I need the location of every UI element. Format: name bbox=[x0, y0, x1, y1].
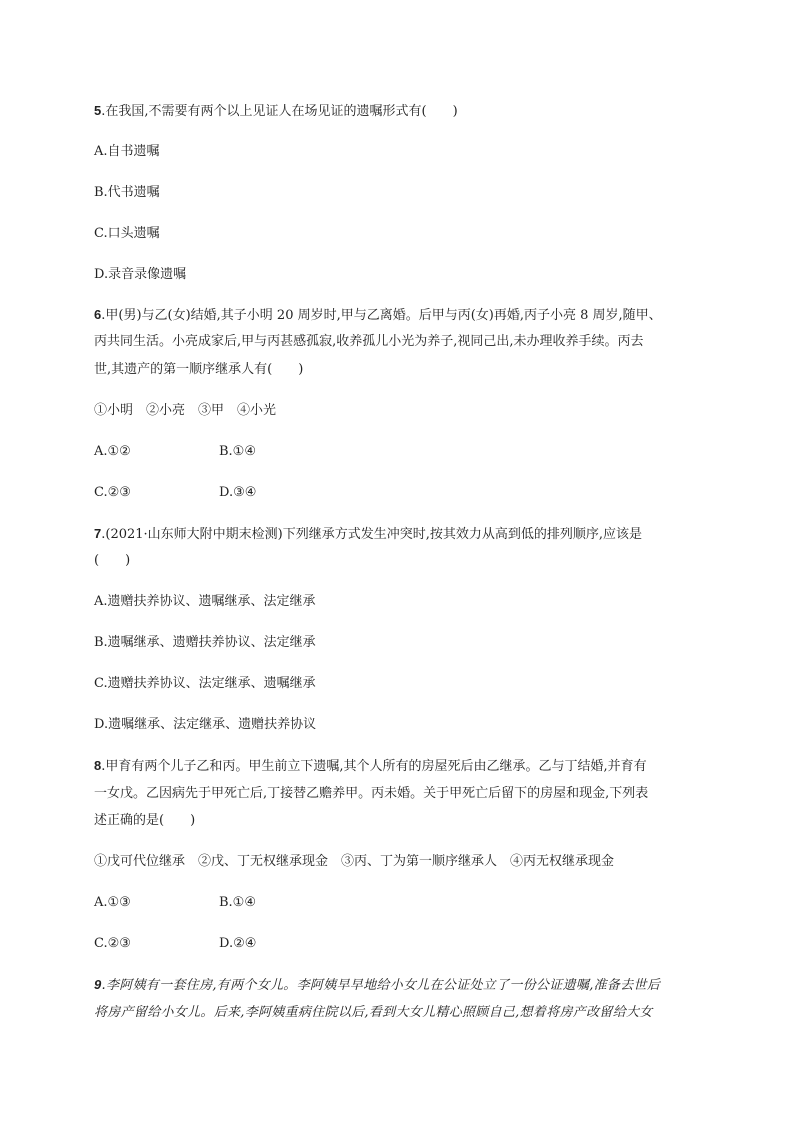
question-text: 甲育有两个儿子乙和丙。甲生前立下遗嘱,其个人所有的房屋死后由乙继承。乙与丁结婚,并育有 bbox=[105, 759, 647, 774]
question-5-option-d: D.录音录像遗嘱 bbox=[94, 267, 187, 282]
question-8-options-row-2 bbox=[94, 935, 394, 953]
question-6-choices: ①小明 ②小亮 ③甲 ④小光 bbox=[94, 403, 277, 418]
question-6-stem-line-3: 世,其遗产的第一顺序继承人有( ) bbox=[94, 362, 304, 377]
question-7-option-a: A.遗赠扶养协议、遗嘱继承、法定继承 bbox=[94, 594, 316, 609]
question-number: 7 bbox=[94, 526, 102, 541]
question-6-option-a: A.①② bbox=[94, 444, 131, 459]
question-8-option-b: B.①④ bbox=[219, 895, 256, 910]
question-number: 8 bbox=[94, 758, 102, 773]
question-9-stem: 9.李阿姨有一套住房,有两个女儿。李阿姨早早地给小女儿在公证处立了一份公证遗嘱,准备去世后 bbox=[94, 977, 661, 993]
question-text: 在我国,不需要有两个以上见证人在场见证的遗嘱形式有( ) bbox=[105, 104, 458, 119]
question-text: (2021·山东师大附中期末检测)下列继承方式发生冲突时,按其效力从高到低的排列顺序,应该是 bbox=[105, 527, 643, 542]
question-7-option-c: C.遗赠扶养协议、法定继承、遗嘱继承 bbox=[94, 676, 316, 691]
question-6-stem: 6.甲(男)与乙(女)结婚,其子小明 20 周岁时,甲与乙离婚。后甲与丙(女)再婚,丙子小亮 8 周岁,随甲、 bbox=[94, 307, 662, 323]
question-text: 甲(男)与乙(女)结婚,其子小明 20 周岁时,甲与乙离婚。后甲与丙(女)再婚,丙子小亮 8 周岁,随甲、 bbox=[105, 308, 662, 323]
question-8-stem-line-2: 一女戊。乙因病先于甲死亡后,丁接替乙赡养甲。丙未婚。关于甲死亡后留下的房屋和现金,下列表 bbox=[94, 786, 649, 801]
question-8-options-row-1 bbox=[94, 894, 394, 912]
question-6-stem-line-2: 丙共同生活。小亮成家后,甲与丙甚感孤寂,收养孤儿小光为养子,视同己出,未办理收养手续。丙去 bbox=[94, 334, 644, 349]
question-6-option-d: D.③④ bbox=[219, 485, 257, 500]
question-number: 9 bbox=[94, 977, 102, 992]
question-8-choices: ①戊可代位继承 ②戊、丁无权继承现金 ③丙、丁为第一顺序继承人 ④丙无权继承现金 bbox=[94, 854, 615, 869]
question-6-option-c: C.②③ bbox=[94, 485, 131, 500]
question-5-stem: 5.在我国,不需要有两个以上见证人在场见证的遗嘱形式有( ) bbox=[94, 103, 458, 119]
question-5-option-a: A.自书遗嘱 bbox=[94, 144, 160, 159]
question-number: 5 bbox=[94, 103, 102, 118]
question-7-option-b: B.遗嘱继承、遗赠扶养协议、法定继承 bbox=[94, 635, 316, 650]
question-7-option-d: D.遗嘱继承、法定继承、遗赠扶养协议 bbox=[94, 717, 317, 732]
question-8-stem: 8.甲育有两个儿子乙和丙。甲生前立下遗嘱,其个人所有的房屋死后由乙继承。乙与丁结婚,并育有 bbox=[94, 758, 647, 774]
question-5-option-c: C.口头遗嘱 bbox=[94, 226, 160, 241]
question-9-stem-line-2: 将房产留给小女儿。后来,李阿姨重病住院以后,看到大女儿精心照顾自己,想着将房产改留给大女 bbox=[94, 1005, 653, 1020]
question-5-option-b: B.代书遗嘱 bbox=[94, 185, 160, 200]
question-number: 6 bbox=[94, 307, 102, 322]
question-8-stem-line-3: 述正确的是( ) bbox=[94, 813, 196, 828]
question-6-options-row-1 bbox=[94, 443, 394, 461]
question-8-option-d: D.②④ bbox=[219, 936, 257, 951]
question-8-option-c: C.②③ bbox=[94, 936, 131, 951]
question-7-stem: 7.(2021·山东师大附中期末检测)下列继承方式发生冲突时,按其效力从高到低的排列顺序,应该是 bbox=[94, 526, 643, 542]
question-6-options-row-2 bbox=[94, 484, 394, 502]
question-6-option-b: B.①④ bbox=[219, 444, 256, 459]
question-text: 李阿姨有一套住房,有两个女儿。李阿姨早早地给小女儿在公证处立了一份公证遗嘱,准备去世后 bbox=[105, 978, 661, 993]
question-7-stem-line-2: ( ) bbox=[94, 553, 131, 568]
question-8-option-a: A.①③ bbox=[94, 895, 131, 910]
